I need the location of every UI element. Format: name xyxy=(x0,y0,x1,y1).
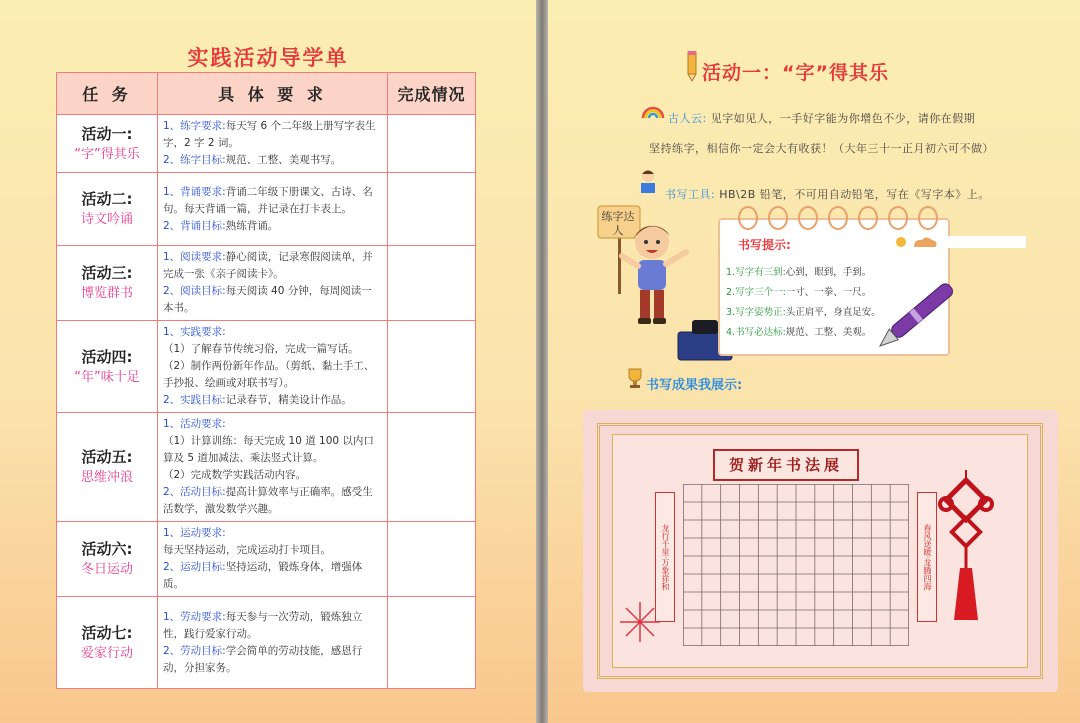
requirement-heading: 2、实践目标: xyxy=(163,394,226,406)
task-row xyxy=(57,173,476,246)
requirement-line xyxy=(163,218,382,235)
requirement-line xyxy=(163,609,382,643)
requirement-line xyxy=(163,152,382,169)
requirement-text: （1）了解春节传统习俗，完成一篇写话。 xyxy=(163,343,359,355)
requirement-heading: 1、练字要求: xyxy=(163,120,226,132)
requirement-line xyxy=(163,525,382,542)
requirement-line xyxy=(163,433,382,467)
requirement-text: 坚持运动，锻炼身体，增强体质。 xyxy=(163,561,363,590)
fountain-pen-icon xyxy=(872,262,972,362)
task-cell xyxy=(57,115,158,173)
spiral-ring xyxy=(828,206,848,230)
task-cell xyxy=(57,246,158,321)
task-row xyxy=(57,413,476,522)
requirement-text: 背诵二年级下册课文、古诗、名句。每天背诵一篇，并记录在打卡表上。 xyxy=(163,185,373,215)
practice-grid[interactable] xyxy=(683,484,909,646)
requirements-cell xyxy=(158,173,388,246)
tips-title: 书写提示: xyxy=(738,238,791,252)
tools-text: HB\2B 铅笔，不可用自动铅笔，写在《写字本》上。 xyxy=(719,188,990,201)
tip-key: 1.写字有三到: xyxy=(726,267,786,278)
spiral-ring xyxy=(798,206,818,230)
task-row xyxy=(57,597,476,689)
activity-title: 活动一：“字”得其乐 xyxy=(702,62,889,84)
requirements-cell xyxy=(158,597,388,689)
requirement-heading: 1、实践要求: xyxy=(163,326,226,338)
tip-value: 一寸、一拳、一尺。 xyxy=(785,287,872,298)
tip-2 xyxy=(726,284,871,298)
requirement-heading: 2、劳动目标: xyxy=(163,644,226,657)
quote-line-2: 坚持练字，相信你一定会大有收获！（大年三十一正月初六可不做） xyxy=(649,142,994,155)
task-subtitle: 爱家行动 xyxy=(80,645,133,661)
task-row xyxy=(57,522,476,597)
task-name: 活动七: xyxy=(81,623,133,642)
spiral-ring xyxy=(888,206,908,230)
tip-key: 4.书写必达标: xyxy=(726,327,786,338)
spiral-ring xyxy=(858,206,878,230)
couplet-left: 龙行千里·万象祥和 xyxy=(655,492,675,622)
rainbow-icon xyxy=(641,100,665,120)
quote-label: 古人云: xyxy=(668,112,707,125)
requirement-heading: 1、劳动要求: xyxy=(163,610,226,623)
requirement-text: （2）完成数学实践活动内容。 xyxy=(163,469,307,481)
task-table xyxy=(56,72,476,689)
requirement-line xyxy=(163,358,382,392)
requirement-heading: 2、背诵目标: xyxy=(163,219,226,232)
requirement-line xyxy=(163,249,382,283)
task-subtitle: 博览群书 xyxy=(80,286,133,301)
requirement-heading: 1、运动要求: xyxy=(163,527,226,539)
requirement-text: 熟练背诵。 xyxy=(225,219,279,232)
exhibit-title: 贺新年书法展 xyxy=(713,449,859,481)
completion-cell[interactable] xyxy=(388,321,476,413)
tip-key: 3.写字姿势正: xyxy=(726,307,786,318)
task-name: 活动四: xyxy=(81,347,133,366)
requirements-cell xyxy=(158,246,388,321)
requirement-text: 静心阅读，记录寒假阅读单，并完成一张《亲子阅读卡》。 xyxy=(163,251,373,280)
requirement-text: 每天阅读 40 分钟，每周阅读一本书。 xyxy=(163,285,372,314)
spiral-ring xyxy=(918,206,938,230)
requirement-line xyxy=(163,341,382,358)
tip-value: 心到，眼到，手到。 xyxy=(785,267,872,278)
task-name: 活动二: xyxy=(81,190,133,208)
requirement-line xyxy=(163,542,382,559)
trophy-icon xyxy=(626,367,644,389)
requirement-line xyxy=(163,118,382,152)
task-row xyxy=(57,246,476,321)
header-task: 任 务 xyxy=(57,73,158,115)
tip-4 xyxy=(726,324,871,338)
kid-sign-text: 练字达人 xyxy=(601,210,635,237)
requirement-line xyxy=(163,416,382,433)
task-cell xyxy=(57,522,158,597)
task-row xyxy=(57,115,476,173)
task-cell xyxy=(57,597,158,689)
tip-1 xyxy=(726,264,871,278)
tip-3 xyxy=(726,304,881,318)
requirement-line xyxy=(163,324,382,341)
tip-value: 规范、工整、美观。 xyxy=(785,327,872,338)
task-subtitle: “年”味十足 xyxy=(74,369,140,385)
spiral-ring xyxy=(738,206,758,230)
requirement-heading: 1、活动要求: xyxy=(163,418,226,430)
chinese-knot-icon xyxy=(938,470,994,630)
task-name: 活动五: xyxy=(81,448,133,466)
pencil-icon xyxy=(683,50,701,82)
task-name: 活动一: xyxy=(81,124,133,143)
task-cell xyxy=(57,413,158,522)
sun-cloud-icon xyxy=(892,233,938,251)
task-subtitle: 诗文吟诵 xyxy=(80,212,133,227)
completion-cell[interactable] xyxy=(388,413,476,522)
firework-icon xyxy=(618,600,662,644)
child-writing-icon xyxy=(636,168,660,196)
requirement-heading: 1、阅读要求: xyxy=(163,251,226,263)
task-subtitle: “字”得其乐 xyxy=(74,146,140,162)
task-name: 活动六: xyxy=(81,540,133,558)
requirements-cell xyxy=(158,115,388,173)
requirements-cell xyxy=(158,321,388,413)
quote-text-1: 见字如见人，一手好字能为你增色不少，请你在假期 xyxy=(710,112,976,125)
page-gutter xyxy=(536,0,548,723)
requirement-text: 每天参与一次劳动，锻炼独立性，践行爱家行动。 xyxy=(163,610,363,640)
requirement-line xyxy=(163,484,382,518)
header-requirements: 具 体 要 求 xyxy=(158,73,388,115)
requirement-text: 学会简单的劳动技能，感恩行动，分担家务。 xyxy=(163,644,363,674)
requirement-text: 规范、工整、美观书写。 xyxy=(225,154,342,166)
spiral-ring xyxy=(768,206,788,230)
quote-line-1 xyxy=(668,110,975,126)
tip-value: 头正肩平，身直足安。 xyxy=(785,307,881,318)
task-subtitle: 思维冲浪 xyxy=(80,470,133,485)
task-name: 活动三: xyxy=(81,264,133,282)
requirement-line xyxy=(163,467,382,484)
header-status: 完成情况 xyxy=(388,73,476,115)
requirement-text: （2）制作两份新年作品。（剪纸、黏土手工、手抄报、绘画或对联书写）。 xyxy=(163,360,375,389)
tip-key: 2.写字三个一: xyxy=(726,287,786,298)
requirement-line xyxy=(163,559,382,593)
requirement-heading: 2、阅读目标: xyxy=(163,285,226,297)
task-cell xyxy=(57,321,158,413)
requirement-heading: 2、活动目标: xyxy=(163,486,226,498)
showcase-label: 书写成果我展示: xyxy=(646,378,743,393)
requirement-line xyxy=(163,643,382,677)
completion-cell[interactable] xyxy=(388,522,476,597)
requirement-text: 提高计算效率与正确率。感受生活数学，激发数学兴趣。 xyxy=(163,486,373,515)
task-subtitle: 冬日运动 xyxy=(80,562,133,577)
sheet-title: 实践活动导学单 xyxy=(187,46,349,70)
task-cell xyxy=(57,173,158,246)
couplet-right: 春风送暖·龙腾四海 xyxy=(917,492,937,622)
requirements-cell xyxy=(158,413,388,522)
requirement-text: （1）计算训练：每天完成 10 道 100 以内口算及 5 道加减法、乘法竖式计算。 xyxy=(163,435,374,464)
requirement-line xyxy=(163,184,382,218)
requirement-text: 每天坚持运动，完成运动打卡项目。 xyxy=(163,544,331,556)
requirement-line xyxy=(163,283,382,317)
requirement-heading: 2、运动目标: xyxy=(163,561,226,573)
completion-cell[interactable] xyxy=(388,597,476,689)
tools-line xyxy=(665,186,990,202)
requirement-line xyxy=(163,392,382,409)
requirement-heading: 2、练字目标: xyxy=(163,154,226,166)
requirement-text: 记录春节，精美设计作品。 xyxy=(225,394,352,406)
requirement-heading: 1、背诵要求: xyxy=(163,185,226,198)
completion-cell[interactable] xyxy=(388,173,476,246)
task-row xyxy=(57,321,476,413)
tools-label: 书写工具: xyxy=(665,188,716,201)
completion-cell[interactable] xyxy=(388,115,476,173)
requirement-text: 每天写 6 个二年级上册写字表生字，2 字 2 词。 xyxy=(163,120,376,149)
requirements-cell xyxy=(158,522,388,597)
completion-cell[interactable] xyxy=(388,246,476,321)
